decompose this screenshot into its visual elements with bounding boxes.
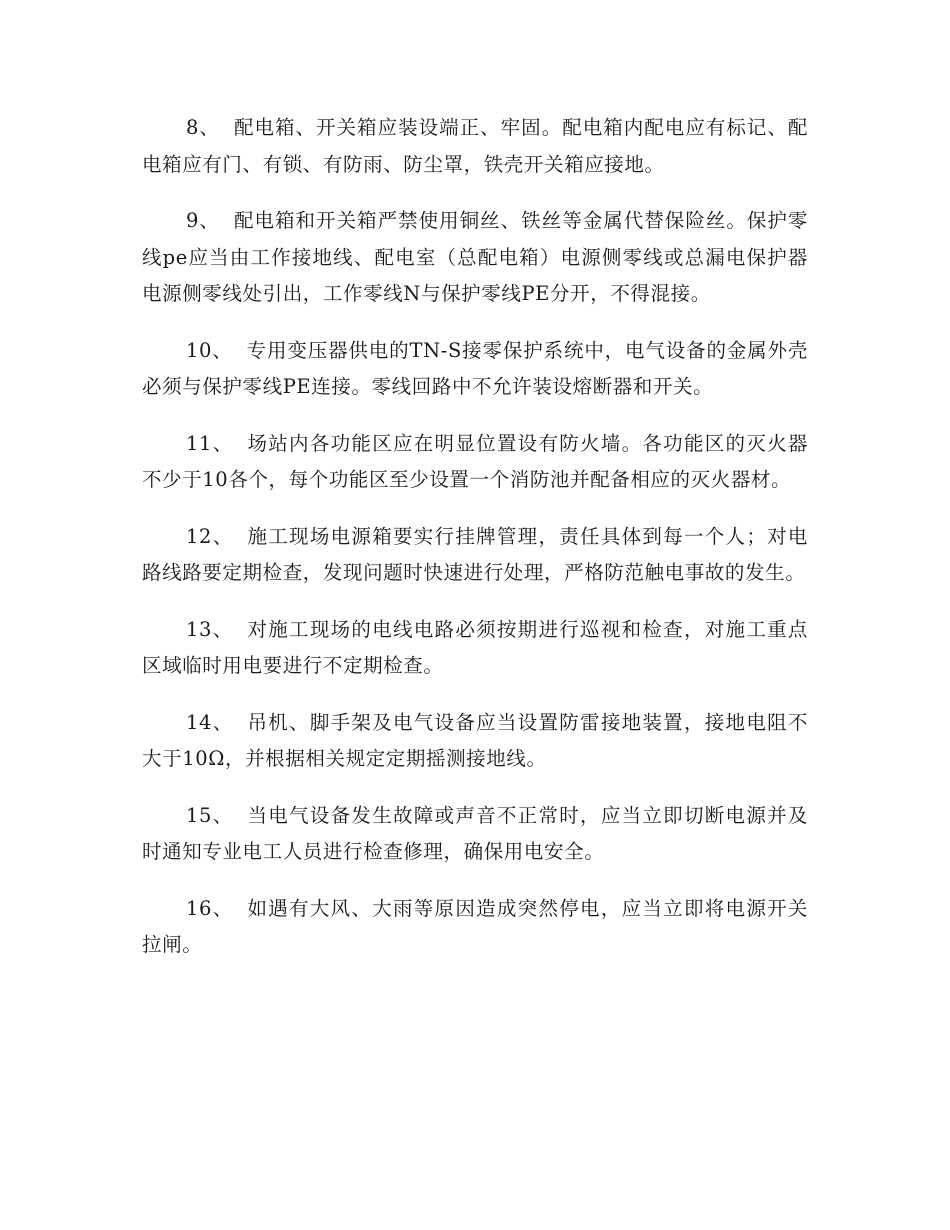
- paragraph-text: 配电箱和开关箱严禁使用铜丝、铁丝等金属代替保险丝。保护零线pe应当由工作接地线、配电室（总配电箱）电源侧零线或总漏电保护器电源侧零线处引出，工作零线N与保护零线PE分开，不得混接。: [142, 209, 808, 305]
- paragraph-number: 16、: [186, 896, 234, 920]
- paragraph-13: [142, 612, 808, 685]
- paragraph-9: [142, 203, 808, 313]
- paragraph-number: 10、: [186, 338, 233, 362]
- paragraph-text: 当电气设备发生故障或声音不正常时，应当立即切断电源并及时通知专业电工人员进行检查修理，确保用电安全。: [142, 803, 808, 863]
- paragraph-number: 8、: [186, 116, 220, 139]
- paragraph-15: [142, 798, 808, 871]
- paragraph-text: 吊机、脚手架及电气设备应当设置防雷接地装置，接地电阻不大于10Ω，并根据相关规定定期摇测接地线。: [142, 710, 808, 770]
- paragraph-text: 配电箱、开关箱应装设端正、牢固。配电箱内配电应有标记、配电箱应有门、有锁、有防雨、防尘罩，铁壳开关箱应接地。: [142, 116, 808, 176]
- paragraph-number: 9、: [186, 209, 220, 232]
- paragraph-8: [142, 110, 808, 183]
- paragraph-number: 11、: [186, 431, 234, 455]
- paragraph-number: 14、: [186, 710, 234, 734]
- paragraph-14: [142, 705, 808, 778]
- paragraph-text: 施工现场电源箱要实行挂牌管理，责任具体到每一个人；对电路线路要定期检查，发现问题时快速进行处理，严格防范触电事故的发生。: [142, 524, 808, 584]
- paragraph-16: [142, 891, 808, 964]
- paragraph-text: 专用变压器供电的TN-S接零保护系统中，电气设备的金属外壳必须与保护零线PE连接。零线回路中不允许装设熔断器和开关。: [142, 338, 808, 398]
- document-body: [142, 110, 808, 984]
- paragraph-number: 13、: [186, 617, 234, 641]
- paragraph-10: [142, 333, 808, 406]
- paragraph-number: 12、: [186, 524, 234, 548]
- paragraph-text: 场站内各功能区应在明显位置设有防火墙。各功能区的灭火器不少于10各个，每个功能区至少设置一个消防池并配备相应的灭火器材。: [142, 431, 808, 491]
- paragraph-number: 15、: [186, 803, 234, 827]
- paragraph-12: [142, 519, 808, 592]
- paragraph-text: 如遇有大风、大雨等原因造成突然停电，应当立即将电源开关拉闸。: [142, 896, 808, 956]
- paragraph-11: [142, 426, 808, 499]
- paragraph-text: 对施工现场的电线电路必须按期进行巡视和检查，对施工重点区域临时用电要进行不定期检查。: [142, 617, 808, 677]
